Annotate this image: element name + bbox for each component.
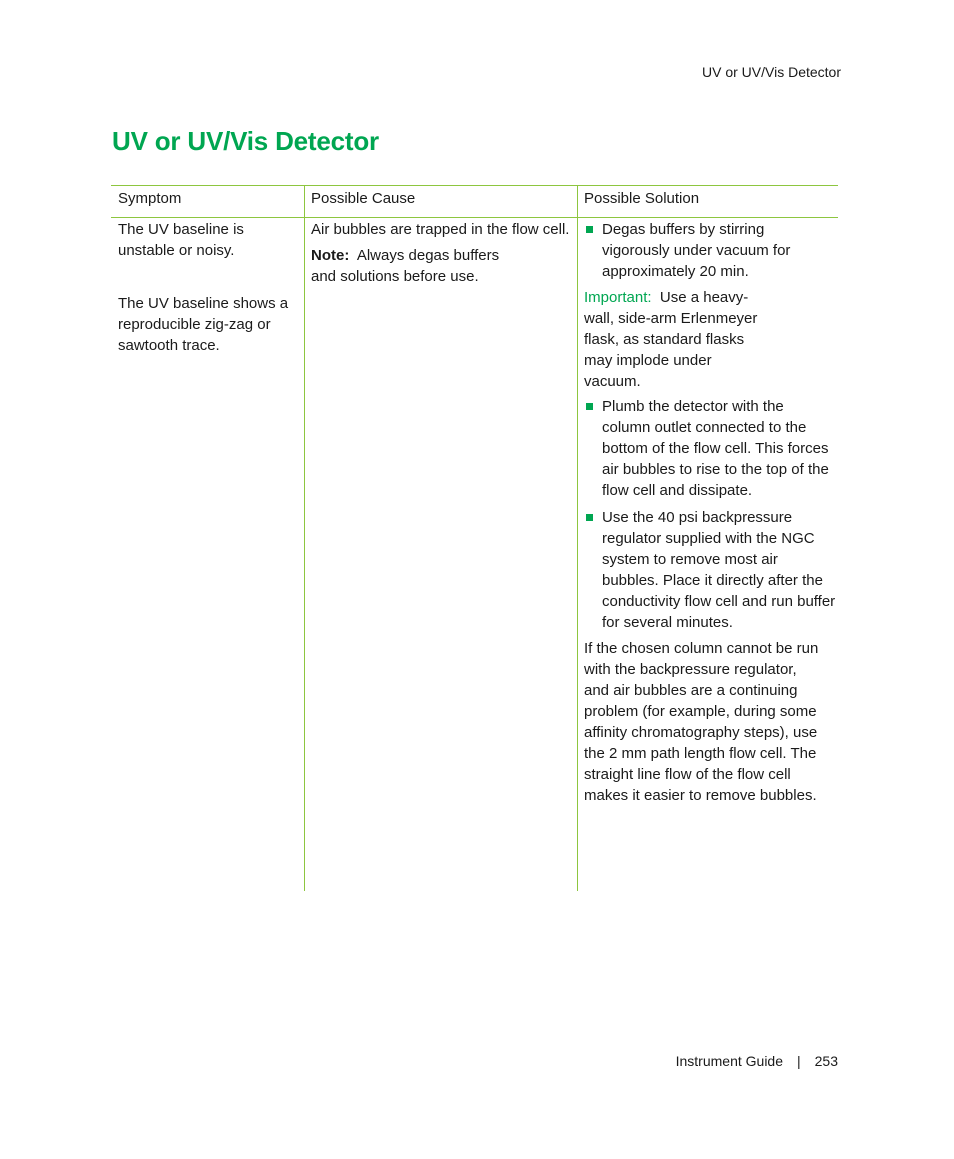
solution-bullet-plumb	[584, 396, 835, 501]
bullet-text: Plumb the detector with the column outlet connected to the bottom of the flow cell. This forces air bubbles to rise to the top of the flow cell and dissipate.	[602, 398, 829, 499]
cause-text: Air bubbles are trapped in the flow cell.	[311, 221, 570, 238]
header-symptom: Symptom	[118, 190, 182, 207]
column-divider	[577, 185, 578, 891]
symptom-unstable-baseline: The UV baseline is unstable or noisy.	[118, 221, 244, 259]
table-header-rule	[111, 217, 838, 218]
note-paragraph	[311, 245, 526, 287]
bullet-square-icon	[586, 403, 593, 410]
page-number: 253	[814, 1053, 838, 1069]
footer-separator: |	[797, 1053, 801, 1069]
troubleshooting-table	[111, 185, 838, 891]
important-label: Important:	[584, 289, 652, 306]
column-divider	[304, 185, 305, 891]
footer-guide-name: Instrument Guide	[675, 1053, 783, 1069]
important-paragraph	[584, 287, 759, 392]
bullet-text: Degas buffers by stirring vigorously under vacuum for approximately 20 min.	[602, 221, 791, 280]
bullet-text: Use the 40 psi backpressure regulator supplied with the NGC system to remove most air bubbles. Place it directly after the conductivity flow cell and run buffer for several minutes.	[602, 509, 836, 631]
header-possible-cause: Possible Cause	[311, 190, 416, 207]
symptom-sawtooth-trace: The UV baseline shows a reproducible zig-zag or sawtooth trace.	[118, 295, 289, 354]
page-title: UV or UV/Vis Detector	[112, 126, 379, 156]
important-text: Use a heavy-wall, side-arm Erlenmeyer flask, as standard flasks may implode under vacuum.	[584, 289, 758, 390]
table-top-rule	[111, 185, 838, 186]
solution-cell	[584, 219, 834, 806]
symptom-cell	[118, 219, 298, 356]
solution-bullet-backpressure	[584, 507, 838, 633]
note-text: Always degas buffers and solutions before use.	[311, 247, 500, 285]
solution-closing-paragraph: If the chosen column cannot be run with the backpressure regulator, and air bubbles are a continuing problem (for example, during some affinity chromatography steps), use the 2 mm path length flow cell. The straight line flow of the flow cell makes it easier to remove bubbles.	[584, 640, 819, 804]
solution-bullet-degas	[584, 219, 830, 282]
header-possible-solution: Possible Solution	[584, 190, 700, 207]
cause-cell	[311, 219, 571, 287]
page-footer	[676, 1053, 838, 1069]
bullet-square-icon	[586, 226, 593, 233]
bullet-square-icon	[586, 514, 593, 521]
running-header: UV or UV/Vis Detector	[701, 64, 841, 80]
note-label: Note:	[311, 247, 350, 264]
